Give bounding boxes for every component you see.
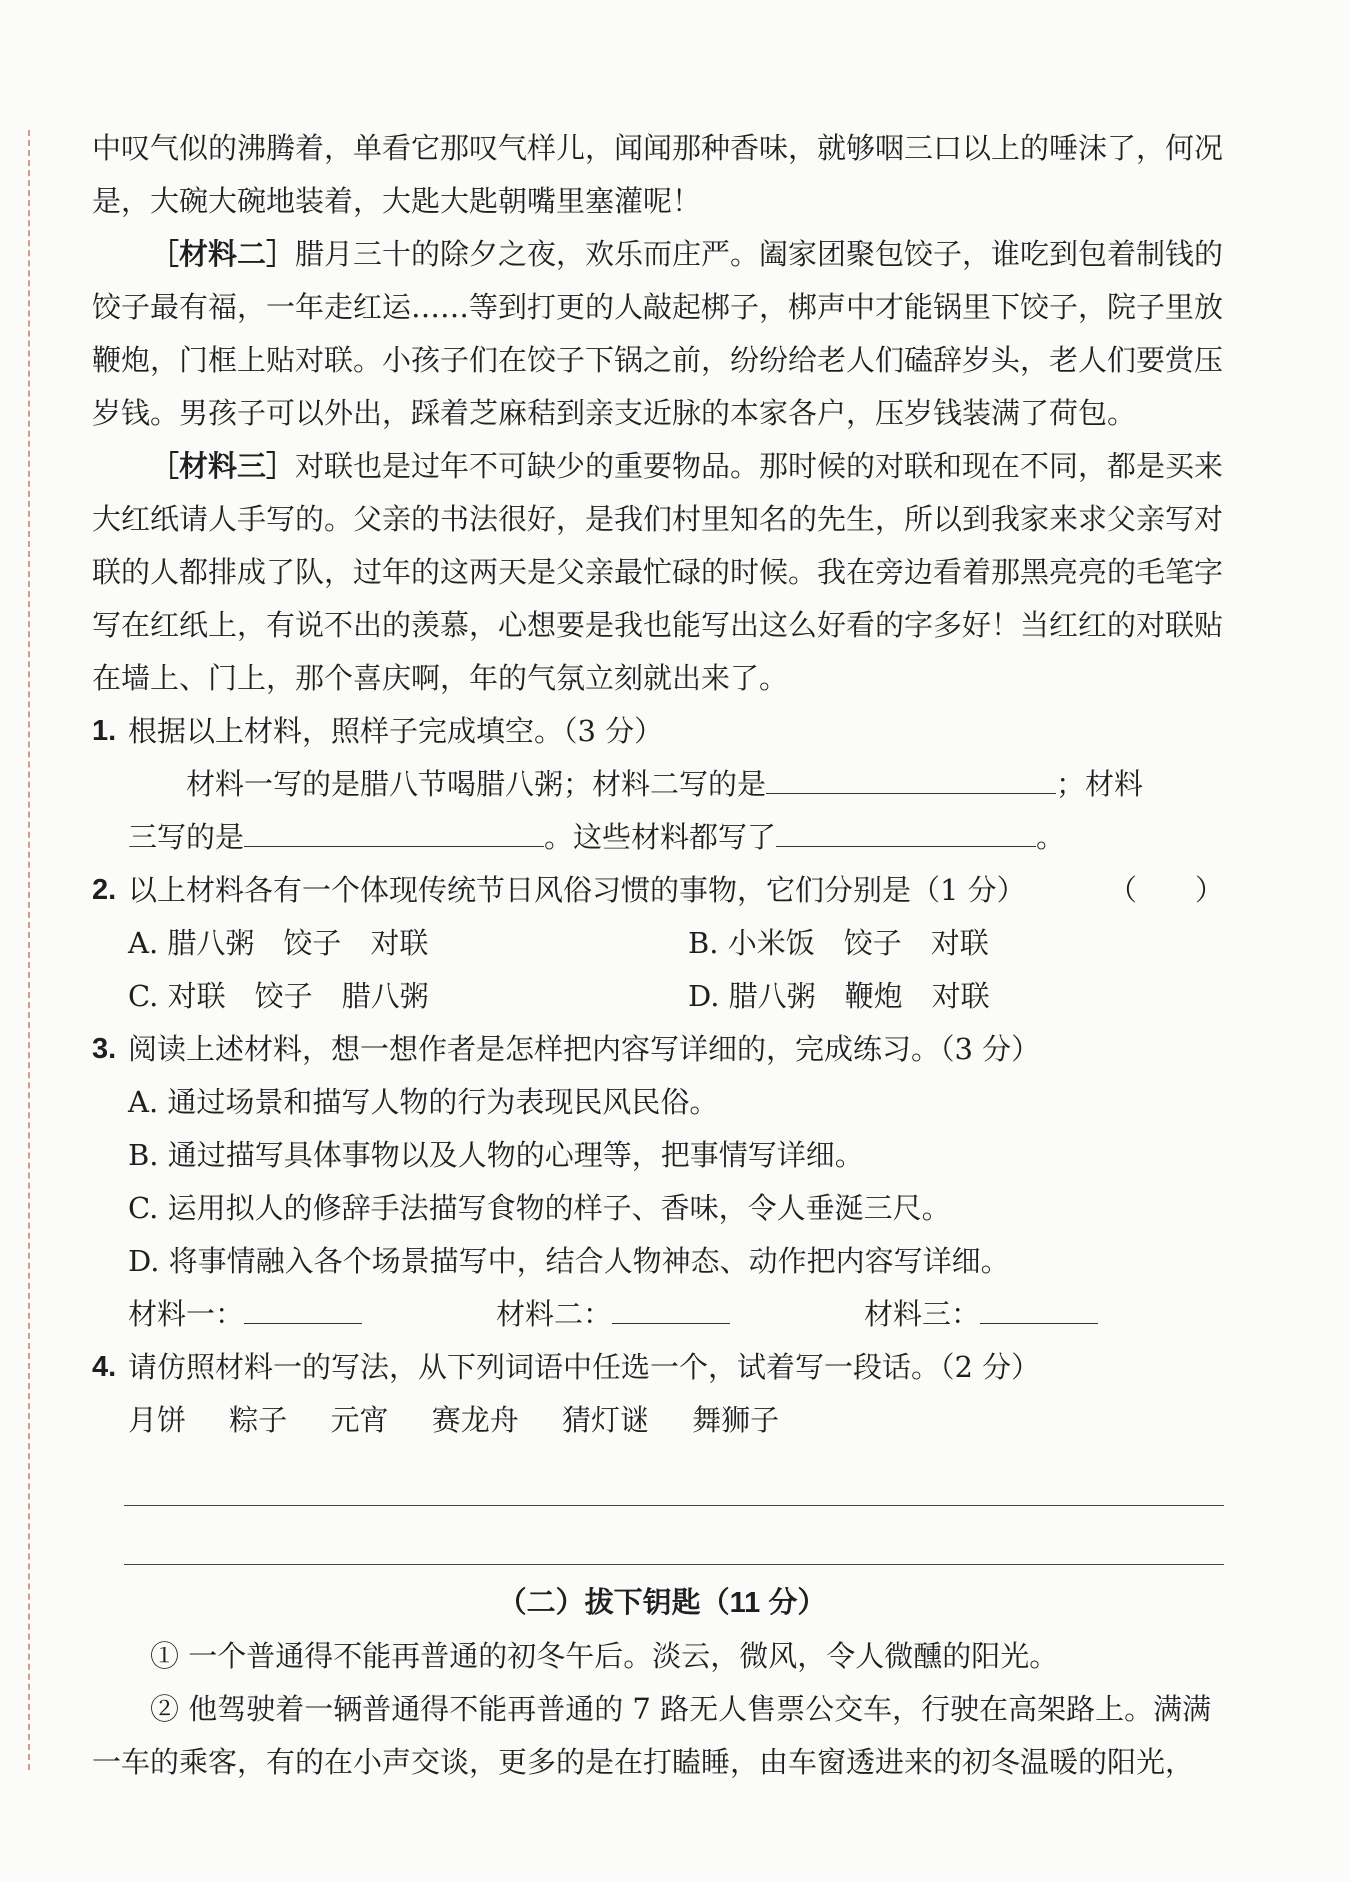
writing-line[interactable] [124, 1447, 1224, 1506]
fill-material-1 [128, 1288, 496, 1341]
answer-blank[interactable] [244, 812, 544, 847]
question-stem: 根据以上材料，照样子完成填空。（3 分） [128, 714, 664, 748]
word-choices [92, 1394, 1232, 1447]
answer-paren[interactable]: （ ） [1107, 873, 1224, 907]
material-three-paragraph [92, 440, 1232, 705]
question-number: 4. [92, 1351, 117, 1383]
answer-blank[interactable] [776, 812, 1036, 847]
binding-margin-line [28, 130, 30, 1770]
option-a[interactable]: A. 腊八粥 饺子 对联 [128, 926, 429, 960]
material-two-tag: ［材料二］ [150, 237, 296, 271]
word-choice: 月饼 [128, 1403, 187, 1437]
material-two-paragraph [92, 228, 1232, 440]
intro-line-1: 中叹气似的沸腾着，单看它那叹气样儿，闻闻那种香味，就够咽三口以上的唾沫了，何况 [92, 131, 1224, 165]
answer-blank[interactable] [766, 759, 1056, 794]
material-three-text: 对联也是过年不可缺少的重要物品。那时候的对联和现在不同，都是买来大红纸请人手写的。父亲的书法很好，是我们村里知名的先生，所以到我家来求父亲写对联的人都排成了队，过年的这两天是父亲最忙碌的时候。我在旁边看着那黑亮亮的毛笔字写在红纸上，有说不出的羡慕，心想要是我也能写出这么好看的字多好！当红红的对联贴在墙上、门上，那个喜庆啊，年的气氛立刻就出来了。 [92, 449, 1224, 695]
fill-label: 材料一： [128, 1297, 245, 1331]
fill-material-3 [864, 1288, 1232, 1341]
option-b[interactable]: B. 小米饭 饺子 对联 [688, 926, 989, 960]
word-choice: 赛龙舟 [431, 1403, 519, 1437]
word-choice: 粽子 [229, 1403, 288, 1437]
answer-blank[interactable] [244, 1289, 362, 1324]
question-2 [92, 864, 1232, 917]
word-choice: 舞狮子 [692, 1403, 780, 1437]
option-c[interactable]: C. 对联 饺子 腊八粥 [128, 979, 429, 1013]
question-3 [92, 1023, 1232, 1076]
fill-label: 材料三： [864, 1297, 981, 1331]
writing-line[interactable] [124, 1506, 1224, 1565]
question-stem: 以上材料各有一个体现传统节日风俗习惯的事物，它们分别是（1 分） [128, 873, 1026, 907]
question-4 [92, 1341, 1232, 1394]
fill-text: 三写的是 [128, 820, 245, 854]
option-a: A. 通过场景和描写人物的行为表现民风民俗。 [128, 1085, 719, 1119]
fill-text: 材料一写的是腊八节喝腊八粥；材料二写的是 [186, 767, 767, 801]
question-1-fill [92, 758, 1232, 811]
option-d: D. 将事情融入各个场景描写中，结合人物神态、动作把内容写详细。 [128, 1244, 1010, 1278]
fill-text: 。这些材料都写了 [544, 820, 777, 854]
question-number: 2. [92, 874, 117, 906]
question-stem-wrap [128, 864, 1232, 917]
fill-label: 材料二： [496, 1297, 613, 1331]
material-three-tag: ［材料三］ [150, 449, 296, 483]
material-two-text: 腊月三十的除夕之夜，欢乐而庄严。阖家团聚包饺子，谁吃到包着制钱的饺子最有福，一年走红运……等到打更的人敲起梆子，梆声中才能锅里下饺子，院子里放鞭炮，门框上贴对联。小孩子们在饺子下锅之前，纷纷给老人们磕辞岁头，老人们要赏压岁钱。男孩子可以外出，踩着芝麻秸到亲支近脉的本家各户，压岁钱装满了荷包。 [92, 237, 1224, 430]
section-2-paragraph-1: ① 一个普通得不能再普通的初冬午后。淡云，微风，令人微醺的阳光。 [150, 1639, 1059, 1673]
question-1-fill-2 [92, 811, 1232, 864]
answer-blank[interactable] [612, 1289, 730, 1324]
option-c: C. 运用拟人的修辞手法描写食物的样子、香味，令人垂涎三尺。 [128, 1191, 951, 1225]
question-number: 3. [92, 1033, 117, 1065]
question-2-options [92, 917, 1232, 1023]
reading-content [92, 122, 1232, 1789]
word-choice: 元宵 [330, 1403, 389, 1437]
fill-text: ；材料 [1056, 767, 1144, 801]
answer-blank[interactable] [980, 1289, 1098, 1324]
fill-text: 。 [1036, 820, 1066, 854]
word-choice: 猜灯谜 [561, 1403, 649, 1437]
option-b: B. 通过描写具体事物以及人物的心理等，把事情写详细。 [128, 1138, 864, 1172]
intro-line-2: 是，大碗大碗地装着，大匙大匙朝嘴里塞灌呢！ [92, 184, 702, 218]
section-title: （二）拔下钥匙（11 分） [497, 1587, 827, 1619]
question-3-fills [92, 1288, 1232, 1341]
question-1 [92, 705, 1232, 758]
question-number: 1. [92, 715, 117, 747]
section-2-paragraph-2: ② 他驾驶着一辆普通得不能再普通的 7 路无人售票公交车，行驶在高架路上。满满一车的乘客，有的在小声交谈，更多的是在打瞌睡，由车窗透进来的初冬温暖的阳光， [92, 1692, 1212, 1779]
option-d[interactable]: D. 腊八粥 鞭炮 对联 [688, 979, 990, 1013]
question-stem: 阅读上述材料，想一想作者是怎样把内容写详细的，完成练习。（3 分） [128, 1032, 1041, 1066]
fill-material-2 [496, 1288, 864, 1341]
question-stem: 请仿照材料一的写法，从下列词语中任选一个，试着写一段话。（2 分） [128, 1350, 1041, 1384]
